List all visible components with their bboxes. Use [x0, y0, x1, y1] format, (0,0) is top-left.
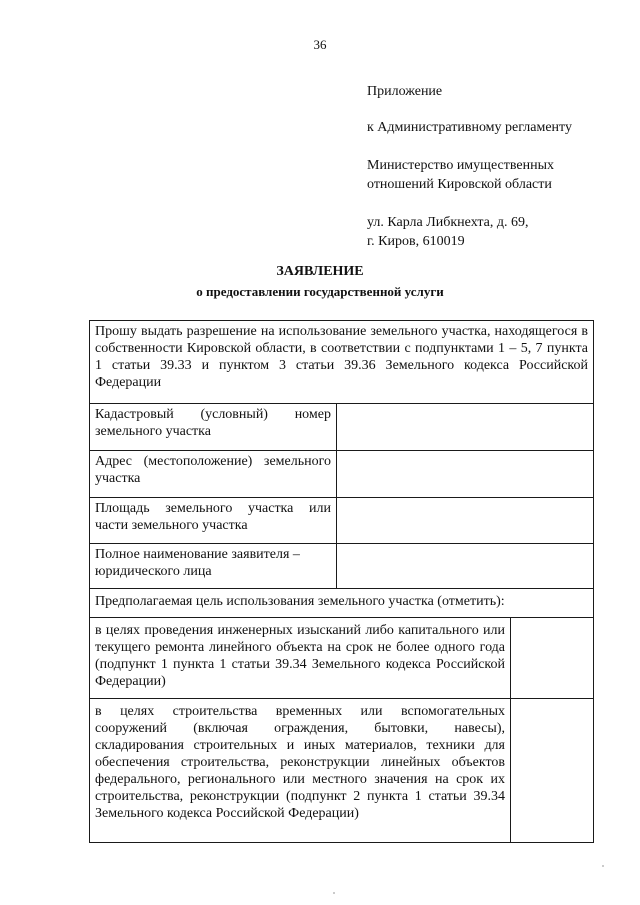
row-divider [90, 588, 593, 589]
purpose-prompt: Предполагаемая цель использования земельного участка (отметить): [95, 594, 505, 609]
address-line-1: ул. Карла Либкнехта, д. 69, [367, 215, 529, 230]
field-value-applicant-name[interactable] [337, 544, 593, 588]
purpose-option-1-text: в целях проведения инженерных изысканий либо капитального или текущего ремонта линейного объекта на срок не более одного года (подпункт 1 пункта 1 статьи 39.34 Земельного кодекса Российской Федерации) [95, 623, 505, 689]
field-label-cadastral-number: Кадастровый (условный) номер земельного участка [95, 407, 331, 439]
field-label-address: Адрес (местоположение) земельного участка [95, 454, 331, 486]
appendix-block [367, 82, 617, 251]
field-value-cadastral-number[interactable] [337, 404, 593, 450]
field-value-area[interactable] [337, 498, 593, 543]
address-line-2: г. Киров, 610019 [367, 234, 465, 249]
document-subtitle: о предоставлении государственной услуги [196, 284, 444, 299]
field-label-applicant-name: Полное наименование заявителя – юридического лица [95, 547, 300, 579]
scan-speck [333, 892, 335, 894]
addressee-line-2: отношений Кировской области [367, 177, 552, 192]
checkbox-column-divider [510, 617, 511, 842]
appendix-title: Приложение [367, 84, 443, 99]
appendix-regulation: к Административному регламенту [367, 120, 572, 135]
application-form-table [89, 320, 594, 843]
scan-speck [602, 865, 604, 867]
page-number: 36 [313, 37, 327, 52]
field-value-address[interactable] [337, 451, 593, 497]
purpose-option-2-text: в целях строительства временных или вспомогательных сооружений (включая ограждения, бытовки, навесы), складирования строительных и иных материалов, техники для обеспечения строительства, реконструкции линейных объектов федерального, регионального или местного значения на срок их строительства, реконструкции (подпункт 2 пункта 1 статьи 39.34 Земельного кодекса Российской Федерации) [95, 704, 505, 821]
purpose-option-2-checkbox[interactable] [511, 699, 593, 842]
column-divider [336, 403, 337, 588]
purpose-option-1-checkbox[interactable] [511, 618, 593, 698]
document-title: ЗАЯВЛЕНИЕ [276, 264, 364, 279]
request-text: Прошу выдать разрешение на использование земельного участка, находящегося в собственности Кировской области, в соответствии с подпунктами 1 – 5, 7 пункта 1 статьи 39.33 и пунктом 3 статьи 39.36 Земельного кодекса Российской Федерации [95, 324, 588, 390]
field-label-area: Площадь земельного участка или части земельного участка [95, 501, 331, 533]
addressee-line-1: Министерство имущественных [367, 158, 554, 173]
